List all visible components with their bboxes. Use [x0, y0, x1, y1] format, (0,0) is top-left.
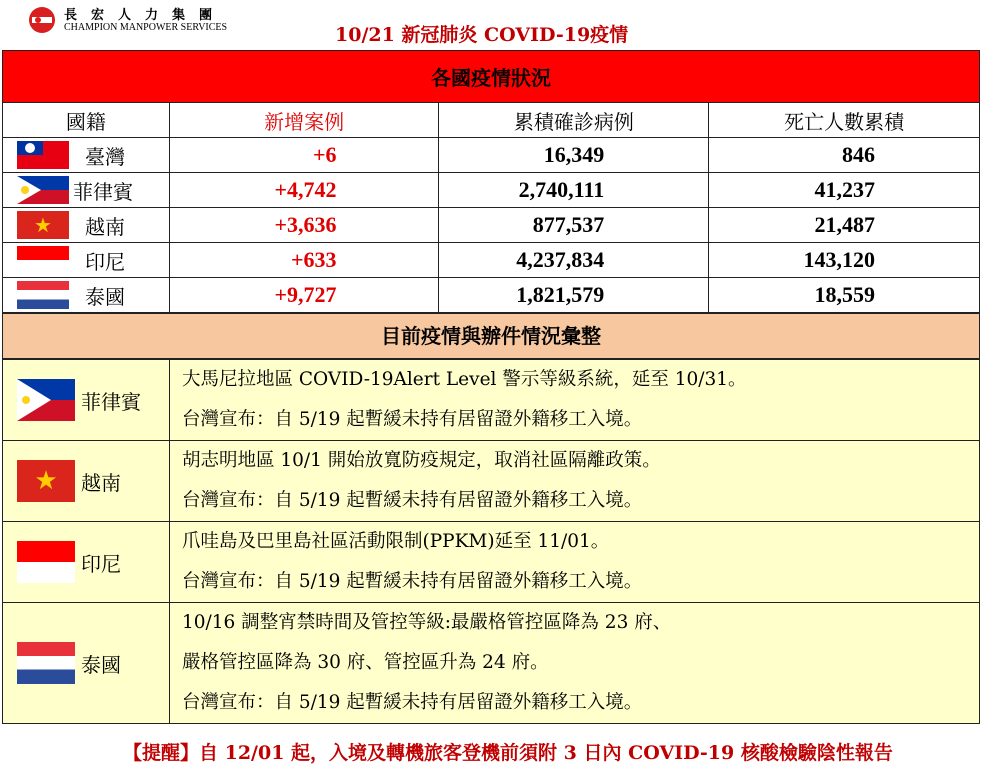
summary-row: [3, 441, 980, 522]
total-cases-value: 1,821,579: [439, 278, 709, 313]
total-cases-value: 4,237,834: [439, 243, 709, 278]
section-title-summary: 目前疫情與辦件情況彙整: [2, 313, 980, 359]
reminder-note: 【提醒】自 12/01 起，入境及轉機旅客登機前須附 3 日內 COVID-19 核酸檢驗陰性報告: [123, 742, 893, 764]
country-name: 越南: [85, 214, 125, 239]
country-name: 菲律賓: [81, 389, 141, 414]
thailand-flag-icon: [17, 281, 69, 309]
company-name-en: CHAMPION MANPOWER SERVICES: [64, 22, 228, 33]
table-row: [3, 173, 980, 208]
country-name: 泰國: [81, 652, 121, 677]
summary-line: 10/16 調整宵禁時間及管控等級:最嚴格管控區降為 23 府、: [182, 612, 672, 633]
new-cases-value: +6: [169, 138, 439, 173]
vietnam-flag-icon: ★: [17, 460, 75, 502]
summary-line: 胡志明地區 10/1 開始放寬防疫規定，取消社區隔離政策。: [182, 450, 661, 471]
column-header-new-cases: 新增案例: [169, 103, 439, 138]
philippines-flag-icon: [17, 379, 75, 421]
new-cases-value: +4,742: [169, 173, 439, 208]
new-cases-value: +633: [169, 243, 439, 278]
summary-row: [3, 360, 980, 441]
summary-line: 台灣宣布：自 5/19 起暫緩未持有居留證外籍移工入境。: [182, 409, 643, 430]
netherlands-style-flag-icon: [17, 642, 75, 684]
total-cases-value: 2,740,111: [439, 173, 709, 208]
country-name: 臺灣: [85, 144, 125, 169]
deaths-value: 41,237: [709, 173, 980, 208]
deaths-value: 21,487: [709, 208, 980, 243]
page-header: [0, 0, 985, 48]
summary-line: 嚴格管控區降為 30 府、管控區升為 24 府。: [182, 652, 549, 673]
country-name: 印尼: [85, 249, 125, 274]
table-row: [3, 278, 980, 313]
covid-stats-table: [2, 50, 980, 313]
new-cases-value: +3,636: [169, 208, 439, 243]
table-row: [3, 243, 980, 278]
country-name: 印尼: [81, 551, 121, 576]
indonesia-flag-icon: [17, 246, 69, 274]
country-name: 菲律賓: [73, 179, 133, 204]
indonesia-flag-icon: [17, 541, 75, 583]
summary-line: 台灣宣布：自 5/19 起暫緩未持有居留證外籍移工入境。: [182, 571, 643, 592]
summary-row: [3, 522, 980, 603]
country-name: 泰國: [85, 284, 125, 309]
taiwan-flag-icon: [17, 141, 69, 169]
deaths-value: 18,559: [709, 278, 980, 313]
table-row: [3, 208, 980, 243]
summary-line: 爪哇島及巴里島社區活動限制(PPKM)延至 11/01。: [182, 531, 610, 552]
column-header-total-cases: 累積確診病例: [439, 103, 709, 138]
summary-row: [3, 603, 980, 724]
section-title-stats: 各國疫情狀況: [3, 51, 980, 103]
country-name: 越南: [81, 470, 121, 495]
summary-line: 台灣宣布：自 5/19 起暫緩未持有居留證外籍移工入境。: [182, 692, 643, 713]
total-cases-value: 16,349: [439, 138, 709, 173]
new-cases-value: +9,727: [169, 278, 439, 313]
column-header-nationality: 國籍: [3, 103, 170, 138]
deaths-value: 143,120: [709, 243, 980, 278]
summary-line: 大馬尼拉地區 COVID-19Alert Level 警示等級系統，延至 10/31。: [182, 369, 747, 390]
page-title: 10/21 新冠肺炎 COVID-19疫情: [335, 24, 629, 46]
summary-line: 台灣宣布：自 5/19 起暫緩未持有居留證外籍移工入境。: [182, 490, 643, 511]
vietnam-flag-icon: ★: [17, 211, 69, 239]
table-row: [3, 138, 980, 173]
philippines-flag-icon: [17, 176, 69, 204]
total-cases-value: 877,537: [439, 208, 709, 243]
column-header-deaths: 死亡人數累積: [709, 103, 980, 138]
company-logo-icon: [28, 6, 56, 34]
situation-summary-table: [2, 359, 980, 724]
company-name-cn: 長宏人力集團: [64, 8, 227, 23]
deaths-value: 846: [709, 138, 980, 173]
